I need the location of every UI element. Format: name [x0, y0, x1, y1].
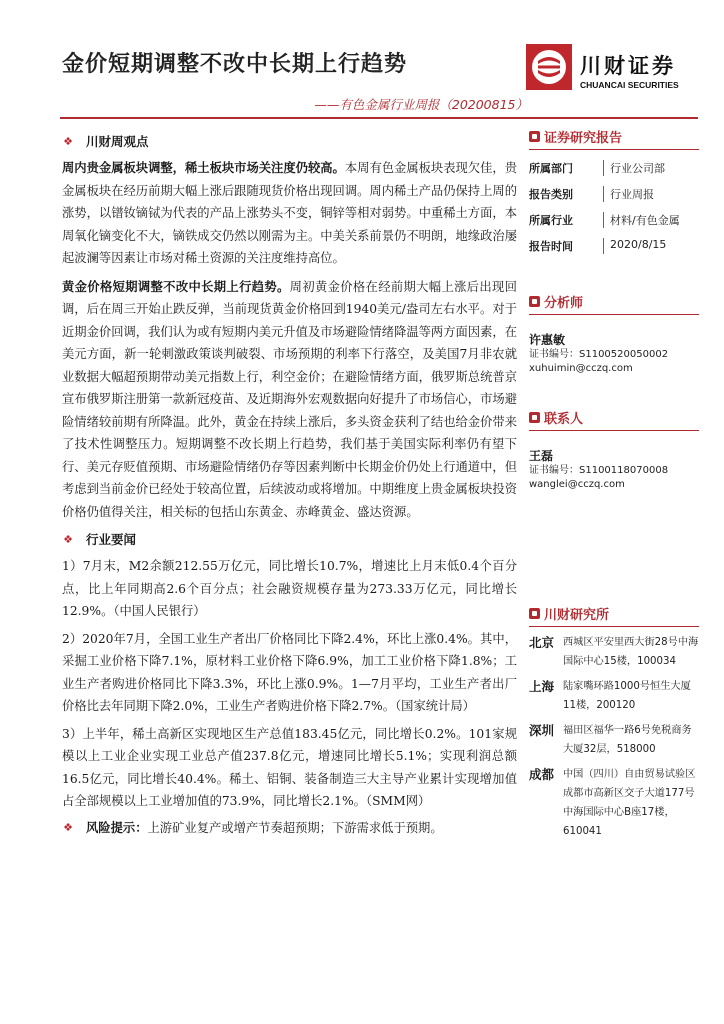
section-title: 川财周观点 [86, 134, 149, 149]
news-item-3: 3）上半年，稀土高新区实现地区生产总值183.45亿元，同比增长0.2%。101家规模以上工业企业实现工业总产值237.8亿元，增速同比增长5.1%；实现利润总额16.5亿元，同比增长40.4%。稀土、铝铜、装备制造三大主导产业累计实现增加值占全部规模以上工业增加值的73.9%，同比增长2.1%。（SMM网） [62, 726, 517, 808]
company-logo [518, 42, 698, 98]
paragraph-lead: 黄金价格短期调整不改中长期上行趋势。 [62, 279, 290, 294]
diamond-bullet-icon: ❖ [63, 134, 73, 148]
office-address: 福田区福华一路6号免税商务大厦32层，518000 [563, 725, 692, 755]
info-value: 行业公司部 [603, 160, 665, 176]
section-title: 行业要闻 [86, 532, 137, 547]
sidebar-heading-text: 证券研究报告 [544, 131, 623, 146]
office-city: 成都 [529, 767, 555, 782]
logo-mark-icon [526, 44, 572, 90]
header-divider [60, 117, 698, 119]
square-bullet-icon [529, 608, 540, 619]
office-city: 上海 [529, 679, 555, 694]
paragraph-body: 周初黄金价格在经前期大幅上涨后出现回调，后在周三开始止跌反弹，当前现货黄金价格回到1940美元/盎司左右水平。对于近期金价回调，我们认为或有短期内美元升值及市场避险情绪降温等两方面因素，在美元方面，新一轮刺激政策谈判破裂、市场预期的利率下行落空，及美国7月非农就业数据大幅超预期带动美元指数上行，利空金价；在避险情绪方面，俄罗斯总统普京宣布俄罗斯注册第一款新冠疫苗、及近期海外宏观数据向好提升了市场信心，市场避险情绪较前期有所降温。此外，黄金在持续上涨后，多头资金获利了结也给金价带来了技术性调整压力。短期调整不改长期上行趋势，我们基于美国实际利率仍有望下行、美元存贬值预期、市场避险情绪仍存等因素判断中长期金价仍处上行通道中，但考虑到当前金价已经处于较高位置，后续波动或将增加。中期维度上贵金属板块投资价格仍值得关注，相关标的包括山东黄金、赤峰黄金、盛达资源。 [62, 279, 517, 519]
news-item-1: 1）7月末，M2余额212.55万亿元，同比增长10.7%，增速比上月末低0.4个百分点，比上年同期高2.6个百分点；社会融资规模存量为273.33万亿元，同比增长12.9%。（中国人民银行） [62, 559, 517, 618]
news-item-2: 2）2020年7月，全国工业生产者出厂价格同比下降2.4%，环比上涨0.4%。其中，采掘工业价格下降7.1%，原材料工业价格下降6.9%，加工工业价格下降1.8%；工业生产者购进价格同比下降3.3%，环比上涨0.9%。1—7月平均，工业生产者出厂价格比去年同期下降2.0%，工业生产者购进价格下降2.7%。（国家统计局） [62, 631, 517, 713]
contact-cert: 证书编号：S1100118070008 [529, 465, 669, 476]
info-row-industry [529, 212, 699, 228]
section-heading-industry-news [62, 529, 517, 549]
info-value: 2020/8/15 [603, 238, 666, 254]
report-title: 金价短期调整不改中长期上行趋势 [62, 51, 408, 77]
office-address: 西城区平安里西大街28号中海国际中心15楼，100034 [563, 637, 699, 667]
diamond-bullet-icon: ❖ [63, 820, 73, 834]
info-key: 所属行业 [529, 214, 573, 227]
office-city: 北京 [529, 635, 555, 650]
square-bullet-icon [529, 296, 540, 307]
paragraph-rare-earth [62, 157, 517, 270]
sidebar-heading-text: 分析师 [544, 296, 584, 311]
section-heading-weekly-view [62, 131, 517, 151]
analyst-name: 许惠敏 [529, 333, 566, 347]
paragraph-gold [62, 276, 517, 524]
sidebar-heading-text: 川财研究所 [544, 608, 610, 623]
square-bullet-icon [529, 131, 540, 142]
office-city: 深圳 [529, 723, 555, 738]
office-chengdu [529, 765, 699, 841]
info-value: 行业周报 [603, 186, 654, 202]
paragraph-body: 本周有色金属板块表现欠佳，贵金属板块在经历前期大幅上涨后跟随现货价格出现回调。周内稀土产品仍保持上周的涨势，以镨钕镝铽为代表的产品上涨势头不变，铜锌等相对弱势。中重稀土方面，本周氧化镝变化不大，镝铁成交仍然以刚需为主。中美关系前景仍不明朗，地缘政治屡起波澜等因素让市场对稀土资源的关注度维持高位。 [62, 161, 518, 265]
risk-warning [62, 818, 517, 838]
office-shenzhen [529, 721, 699, 759]
sidebar-heading-institute [529, 604, 699, 627]
sidebar-heading-report [529, 127, 699, 150]
sidebar-heading-text: 联系人 [544, 412, 584, 427]
office-shanghai [529, 677, 699, 715]
analyst-cert: 证书编号：S1100520050002 [529, 349, 669, 360]
info-key: 所属部门 [529, 162, 573, 175]
logo-text-en: CHUANCAI SECURITIES [580, 80, 679, 90]
info-key: 报告类别 [529, 188, 573, 201]
diamond-bullet-icon: ❖ [63, 532, 73, 546]
info-key: 报告时间 [529, 240, 573, 253]
logo-text-cn: 川财证券 [580, 54, 676, 78]
risk-label: 风险提示： [86, 820, 148, 835]
report-subtitle: ——有色金属行业周报（20200815） [314, 97, 528, 112]
square-bullet-icon [529, 412, 540, 423]
info-row-category [529, 186, 699, 202]
paragraph-lead: 周内贵金属板块调整，稀土板块市场关注度仍较高。 [62, 161, 345, 175]
sidebar-heading-analyst [529, 292, 699, 315]
office-address: 陆家嘴环路1000号恒生大厦11楼，200120 [563, 681, 691, 711]
sidebar-heading-contact [529, 408, 699, 431]
info-row-department [529, 160, 699, 176]
analyst-email[interactable]: xuhuimin@cczq.com [529, 363, 633, 374]
office-address: 中国（四川）自由贸易试验区成都市高新区交子大道177号中海国际中心B座17楼，610041 [563, 769, 696, 837]
sidebar [529, 127, 699, 841]
info-row-date [529, 238, 699, 254]
risk-text: 上游矿业复产或增产节奏超预期；下游需求低于预期。 [147, 820, 443, 835]
main-column [62, 127, 517, 838]
contact-email[interactable]: wanglei@cczq.com [529, 479, 625, 490]
office-beijing [529, 633, 699, 671]
contact-name: 王磊 [529, 449, 554, 463]
info-value: 材料/有色金属 [603, 212, 680, 228]
